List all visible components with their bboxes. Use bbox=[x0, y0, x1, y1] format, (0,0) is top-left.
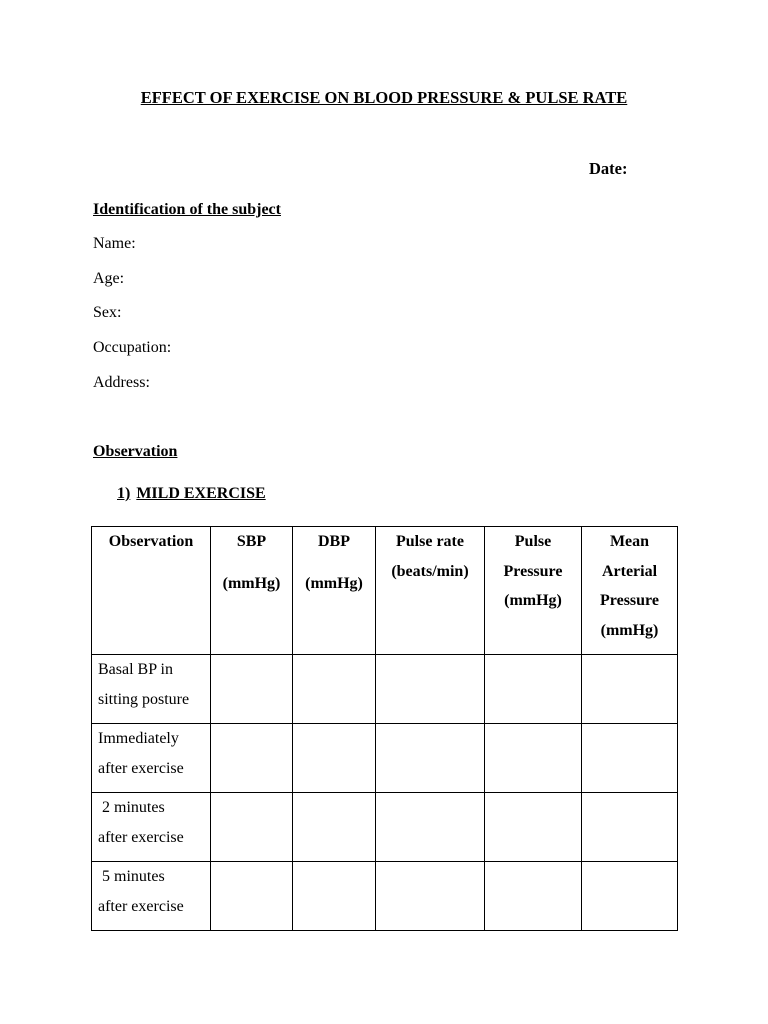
header-text: Observation bbox=[108, 533, 194, 550]
dbp-cell[interactable] bbox=[293, 724, 376, 793]
header-pulse-rate bbox=[376, 527, 485, 655]
pulse-pressure-cell[interactable] bbox=[485, 862, 582, 931]
pulse-rate-cell[interactable] bbox=[376, 793, 485, 862]
header-text: Pressure bbox=[503, 562, 563, 580]
header-text: SBP bbox=[236, 533, 267, 550]
header-text: Pulse bbox=[514, 533, 552, 550]
sbp-cell[interactable] bbox=[211, 655, 293, 724]
pulse-rate-cell[interactable] bbox=[376, 655, 485, 724]
header-text: DBP bbox=[318, 533, 350, 550]
header-pulse-pressure bbox=[485, 527, 582, 655]
header-unit: (mmHg) bbox=[305, 574, 363, 592]
map-cell[interactable] bbox=[582, 793, 678, 862]
table-row bbox=[92, 655, 678, 724]
row-label-text: after exercise bbox=[98, 897, 184, 915]
pulse-pressure-cell[interactable] bbox=[485, 724, 582, 793]
header-text: Pulse rate bbox=[396, 533, 464, 550]
age-field-label: Age: bbox=[93, 270, 125, 287]
header-unit: (mmHg) bbox=[222, 574, 281, 592]
subsection-number: 1) bbox=[117, 485, 131, 502]
header-text: Mean bbox=[609, 533, 650, 550]
subsection-title: MILD EXERCISE bbox=[136, 485, 266, 502]
row-label-text: after exercise bbox=[98, 759, 184, 777]
table-header-row bbox=[92, 527, 678, 655]
pulse-pressure-cell[interactable] bbox=[485, 793, 582, 862]
observation-heading: Observation bbox=[93, 443, 178, 460]
header-mean-arterial-pressure bbox=[582, 527, 678, 655]
observation-table bbox=[91, 526, 678, 931]
row-label-text: after exercise bbox=[98, 828, 184, 846]
row-label-text: 5 minutes bbox=[98, 868, 165, 885]
row-label-text: Immediately bbox=[98, 730, 179, 747]
header-text: Pressure bbox=[600, 592, 659, 609]
row-label-text: sitting posture bbox=[98, 690, 190, 708]
name-field-label: Name: bbox=[93, 235, 136, 252]
header-text: Arterial bbox=[601, 562, 658, 580]
date-label: Date: bbox=[589, 159, 628, 178]
dbp-cell[interactable] bbox=[293, 793, 376, 862]
map-cell[interactable] bbox=[582, 724, 678, 793]
page-title: EFFECT OF EXERCISE ON BLOOD PRESSURE & PULSE RATE bbox=[140, 88, 628, 107]
table-row bbox=[92, 862, 678, 931]
header-unit: (beats/min) bbox=[391, 562, 469, 580]
identification-heading: Identification of the subject bbox=[93, 201, 281, 218]
dbp-cell[interactable] bbox=[293, 862, 376, 931]
sbp-cell[interactable] bbox=[211, 724, 293, 793]
subsection-heading bbox=[117, 485, 266, 503]
header-sbp bbox=[211, 527, 293, 655]
header-unit: (mmHg) bbox=[504, 592, 562, 609]
table-row bbox=[92, 793, 678, 862]
row-label-5-minutes bbox=[92, 862, 211, 931]
row-label-basal bbox=[92, 655, 211, 724]
pulse-rate-cell[interactable] bbox=[376, 724, 485, 793]
map-cell[interactable] bbox=[582, 655, 678, 724]
row-label-2-minutes bbox=[92, 793, 211, 862]
sex-field-label: Sex: bbox=[93, 304, 122, 321]
occupation-field-label: Occupation: bbox=[93, 339, 172, 356]
pulse-pressure-cell[interactable] bbox=[485, 655, 582, 724]
pulse-rate-cell[interactable] bbox=[376, 862, 485, 931]
address-field-label: Address: bbox=[93, 374, 150, 391]
sbp-cell[interactable] bbox=[211, 862, 293, 931]
row-label-text: Basal BP in bbox=[98, 661, 173, 678]
table-row bbox=[92, 724, 678, 793]
sbp-cell[interactable] bbox=[211, 793, 293, 862]
header-observation bbox=[92, 527, 211, 655]
row-label-text: 2 minutes bbox=[98, 799, 165, 816]
row-label-immediately bbox=[92, 724, 211, 793]
dbp-cell[interactable] bbox=[293, 655, 376, 724]
header-unit: (mmHg) bbox=[600, 621, 659, 639]
header-dbp bbox=[293, 527, 376, 655]
map-cell[interactable] bbox=[582, 862, 678, 931]
